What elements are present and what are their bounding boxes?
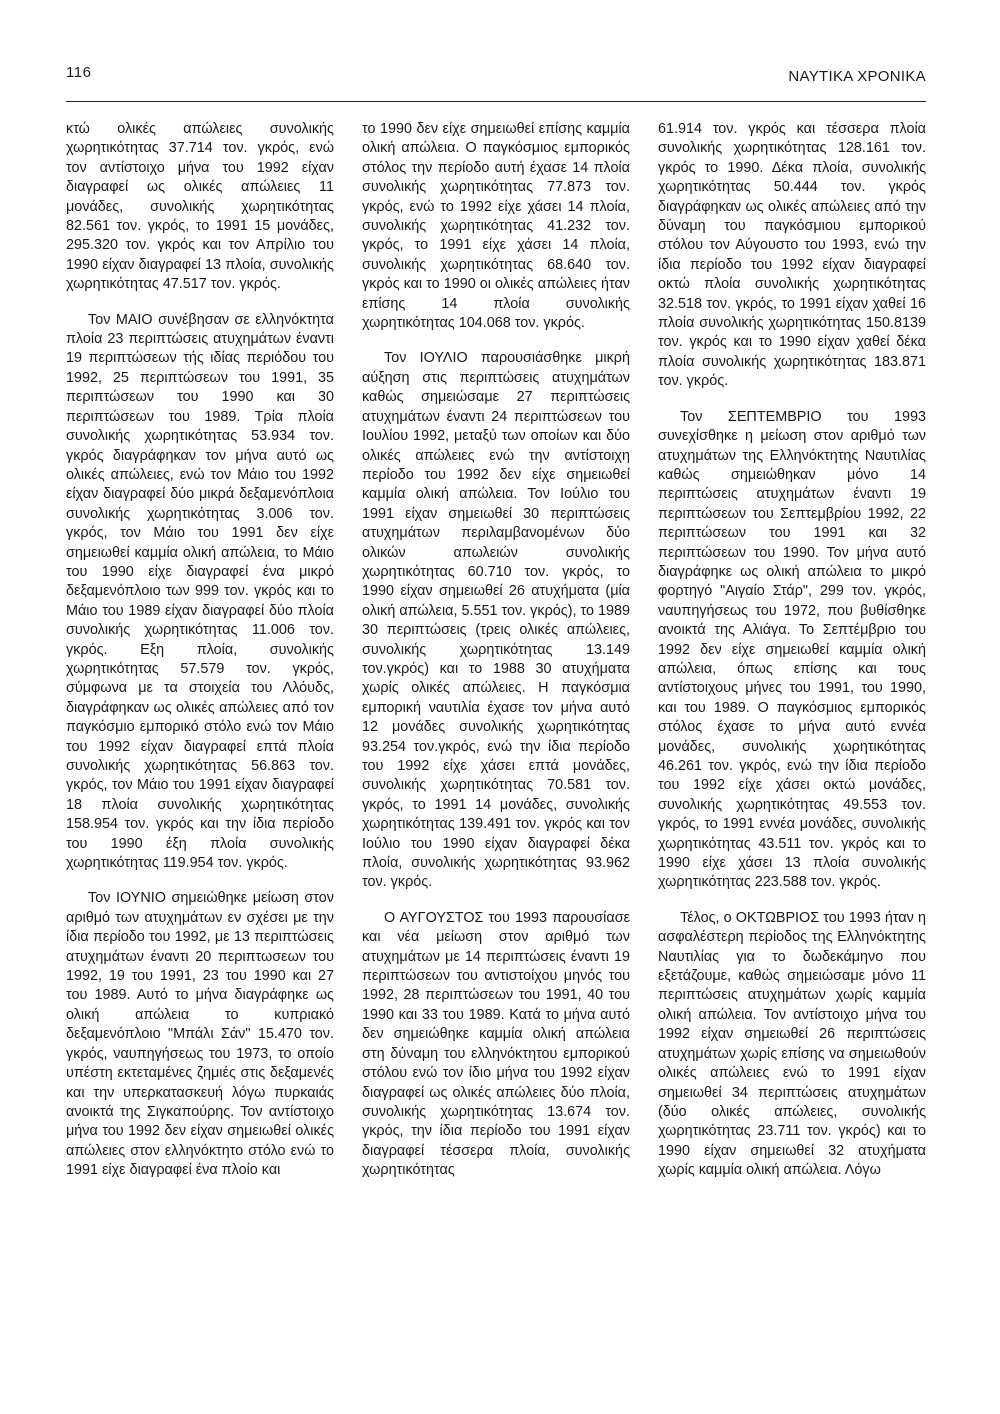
header-rule [66, 101, 926, 102]
column-3 [658, 120, 926, 1360]
page-header [66, 58, 926, 90]
column-1 [66, 120, 334, 1360]
page-number: 116 [66, 64, 92, 81]
paragraph: Τον ΙΟΥΛΙΟ παρουσιάσθηκε μικρή αύξηση στις περιπτώσεις ατυχημάτων καθώς σημειώσαμε 27 περιπτώσεις ατυχημάτων έναντι 24 περιπτώσεων του Ιουλίου 1992, μεταξύ των οποίων και δύο ολικές απώλειες ενώ την αντίστοιχη περίοδο του 1992 δεν είχε σημειωθεί καμμία ολική απώλεια. Τον Ιούλιο του 1991 είχαν σημειωθεί 30 περιπτώσεις ατυχημάτων περιλαμβανομένων δύο ολικών απωλειών συνολικής χωρητικότητας 60.710 τον. γκρός, το 1990 είχαν σημειωθεί 26 ατυχήματα (μία ολική απώλεια, 5.551 τον. γκρός), το 1989 30 περιπτώσεις (τρεις ολικές απώλειες, συνολικής χωρητικότητας 13.149 τον.γκρός) και το 1988 30 ατυχήματα χωρίς ολικές απώλειες. Η παγκόσμια εμπορική ναυτιλία έχασε τον μήνα αυτό 12 μονάδες συνολικής χωρητικότητας 93.254 τον.γκρός, ενώ την ίδια περίοδο του 1992 είχε χάσει επτά μονάδες, συνολικής χωρητικότητας 70.581 τον. γκρός, το 1991 14 μονάδες, συνολικής χωρητικότητας 139.491 τον. γκρός και τον Ιούλιο του 1990 είχαν διαγραφεί δέκα πλοία, συνολικής χωρητικότητας 93.962 τον. γκρός. [362, 350, 630, 891]
paragraph: το 1990 δεν είχε σημειωθεί επίσης καμμία ολική απώλεια. Ο παγκόσμιος εμπορικός στόλος την περίοδο αυτή έχασε 14 πλοία συνολικής χωρητικότητας 77.873 τον. γκρός, ενώ το 1992 είχε χάσει 14 πλοία, συνολικής χωρητικότητας 41.232 τον. γκρός, το 1991 είχε χάσει 14 πλοία, συνολικής χωρητικότητας 68.640 τον. γκρός και το 1990 οι ολικές απώλειες ήταν επίσης 14 πλοία συνολικής χωρητικότητας 104.068 τον. γκρός. [362, 121, 630, 332]
paragraph: Τον ΣΕΠΤΕΜΒΡΙΟ του 1993 συνεχίσθηκε η μείωση στον αριθμό των ατυχημάτων της Ελληνόκτητης Ναυτιλίας καθώς σημειώθηκαν μόνο 14 περιπτώσεις ατυχημάτων έναντι 19 περιπτώσεων του Σεπτεμβρίου 1992, 22 περιπτώσεων του 1991 και 32 περιπτώσεων του 1990. Τον μήνα αυτό διαγράφηκε ως ολική απώλεια το μικρό φορτηγό "Αιγαίο Στάρ", 299 τον. γκρός, ναυπηγήσεως του 1972, που βυθίσθηκε ανοικτά της Αλιάγα. Το Σεπτέμβριο του 1992 δεν είχε σημειωθεί καμμία ολική απώλεια, όπως επίσης και τους αντίστοιχους μήνες του 1991, του 1990, και του 1989. Ο παγκόσμιος εμπορικός στόλος έχασε το μήνα αυτό εννέα μονάδες, συνολικής χωρητικότητας 46.261 τον. γκρός, ενώ την ίδια περίοδο του 1992 είχε χάσει οκτώ μονάδες, συνολικής χωρητικότητας 49.553 τον. γκρός, το 1991 εννέα μονάδες, συνολικής χωρητικότητας 43.511 τον. γκρός και το 1990 είχε χάσει 13 πλοία συνολικής χωρητικότητας 223.588 τον. γκρός. [658, 408, 926, 891]
journal-title: ΝΑΥΤΙΚΑ ΧΡΟΝΙΚΑ [788, 68, 926, 85]
paragraph: Τέλος, ο ΟΚΤΩΒΡΙΟΣ του 1993 ήταν η ασφαλέστερη περίοδος της Ελληνόκτητης Ναυτιλίας για το δωδεκάμηνο που εξετάζουμε, καθώς σημειώσαμε μόνο 11 περιπτώσεις ατυχημάτων χωρίς καμμία ολική απώλεια. Τον αντίστοιχο μήνα του 1992 είχαν σημειωθεί 26 περιπτώσεις ατυχημάτων χωρίς επίσης να σημειωθούν ολικές απώλειες ενώ το 1991 είχαν σημειωθεί 34 περιπτώσεις ατυχημάτων (δύο ολικές απώλειες, συνολικής χωρητικότητας 23.711 τον. γκρός) και το 1990 είχαν σημειωθεί 32 ατυχήματα χωρίς καμμία ολική απώλεια. Λόγω [658, 909, 926, 1179]
column-2 [362, 120, 630, 1360]
paragraph: Τον ΙΟΥΝΙΟ σημειώθηκε μείωση στον αριθμό των ατυχημάτων εν σχέσει με την ίδια περίοδο του 1992, με 13 περιπτώσεις ατυχημάτων έναντι 20 περιπτωσεων του 1992, 19 του 1991, 23 του 1990 και 27 του 1989. Αυτό το μήνα διαγράφηκε ως ολική απώλεια το κυπριακό δεξαμενόπλοιο "Μπάλι Σάν" 15.470 τον. γκρός, ναυπηγήσεως του 1973, το οποίο υπέστη εκτεταμένες ζημιές στις δεξαμενές και την υπερκατασκευή λόγω πυρκαιάς ανοικτά της Σιγκαπούρης. Τον αντίστοιχο μήνα του 1992 δεν είχαν σημειωθεί ολικές απώλειες στον ελληνόκτητο στόλο ενώ το 1991 είχε διαγραφεί ένα πλοίο και [66, 890, 334, 1179]
paragraph: κτώ ολικές απώλειες συνολικής χωρητικότητας 37.714 τον. γκρός, ενώ τον αντίστοιχο μήνα του 1992 είχαν διαγραφεί ως ολικές απώλειες 11 μονάδες, συνολικής χωρητικότητας 82.561 τον. γκρός, το 1991 15 μονάδες, 295.320 τον. γκρός και τον Απρίλιο του 1990 είχαν διαγραφεί 13 πλοία, συνολικής χωρητικότητας 47.517 τον. γκρός. [66, 121, 334, 293]
article-body [66, 120, 926, 1360]
paragraph: Ο ΑΥΓΟΥΣΤΟΣ του 1993 παρουσίασε και νέα μείωση στον αριθμό των ατυχημάτων με 14 περιπτώσεις έναντι 19 περιπτώσεων του αντιστοίχου μηνός του 1992, 28 περιπτώσεων του 1991, 40 του 1990 και 33 του 1989. Κατά το μήνα αυτό δεν σημειώθηκε καμμία ολική απώλεια στη δύναμη του ελληνόκτητου εμπορικού στόλου ενώ τον ίδιο μήνα του 1992 είχαν διαγραφεί ως ολικές απώλειες δύο πλοία, συνολικής χωρητικότητας 13.674 τον. γκρός, την ίδια περίοδο του 1991 είχαν διαγραφεί τέσσερα πλοία, συνολικής χωρητικότητας [362, 909, 630, 1179]
paragraph: Τον ΜΑΙΟ συνέβησαν σε ελληνόκτητα πλοία 23 περιπτώσεις ατυχημάτων έναντι 19 περιπτώσεων τής ιδίας περιόδου του 1992, 25 περιπτώσεων του 1991, 35 περιπτώσεων του 1990 και 30 περιπτώσεων του 1989. Τρία πλοία συνολικής χωρητικότητας 53.934 τον. γκρός διαγράφηκαν τον μήνα αυτό ως ολικές απώλειες, ενώ τον Μάιο του 1992 είχαν διαγραφεί δύο μικρά δεξαμενόπλοια συνολικής χωρητικότητας 3.006 τον. γκρός, τον Μάιο του 1991 δεν είχε σημειωθεί καμμία ολική απώλεια, το Μάιο του 1990 είχε διαγραφεί ένα μικρό δεξαμενόπλοιο των 999 τον. γκρός και το Μάιο του 1989 είχαν διαγραφεί δύο πλοία συνολικής χωρητικότητας 11.006 τον. γκρός. Εξη πλοία, συνολικής χωρητικότητας 57.579 τον. γκρός, σύμφωνα με τα στοιχεία του Λλόυδς, διαγράφηκαν ως ολικές απώλειες από τον παγκόσμιο εμπορικό στόλο ενώ τον Μάιο του 1992 είχαν διαγραφεί επτά πλοία συνολικής χωρητικότητας 56.863 τον. γκρός, τον Μάιο του 1991 είχαν διαγραφεί 18 πλοία συνολικής χωρητικότητας 158.954 τον. γκρός και την ίδια περίοδο του 1990 έξη πλοία συνολικής χωρητικότητας 119.954 τον. γκρός. [66, 311, 334, 872]
paragraph: 61.914 τον. γκρός και τέσσερα πλοία συνολικής χωρητικότητας 128.161 τον. γκρός το 1990. Δέκα πλοία, συνολικής χωρητικότητας 50.444 τον. γκρός διαγράφηκαν ως ολικές απώλειες από την δύναμη του παγκόσμιου εμπορικού στόλου τον Αύγουστο του 1993, ενώ την ίδια περίοδο του 1992 είχαν διαγραφεί οκτώ πλοία συνολικής χωρητικότητας 32.518 τον. γκρός, το 1991 είχαν χαθεί 16 πλοία συνολικής χωρητικότητας 150.8139 τον. γκρός και το 1990 είχαν χαθεί δέκα πλοία συνολικής χωρητικότητας 183.871 τον. γκρός. [658, 121, 926, 390]
